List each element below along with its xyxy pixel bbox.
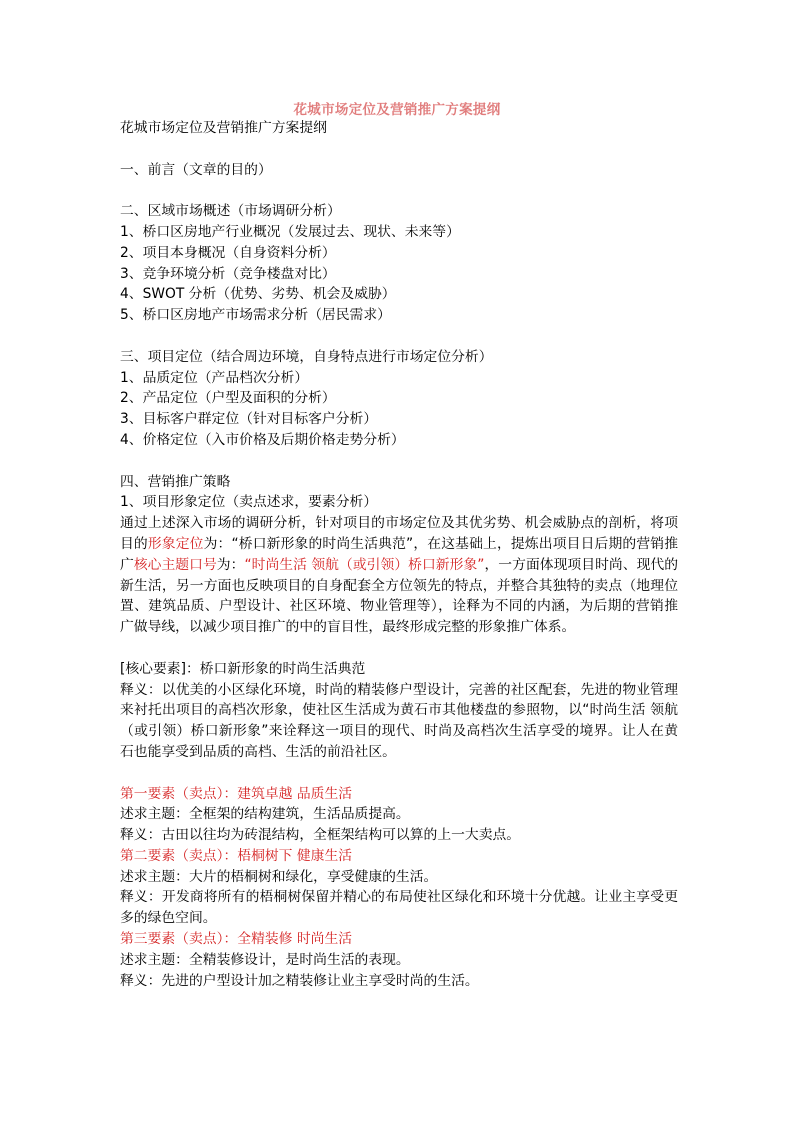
core-element-label: [核心要素]：桥口新形象的时尚生活典范 (120, 660, 366, 677)
highlight-core-slogan: 核心主题口号 (133, 556, 217, 573)
element-2-theme: 述求主题：大片的梧桐树和绿化，享受健康的生活。 (120, 868, 438, 885)
element-1-theme: 述求主题：全框架的结构建筑，生活品质提高。 (120, 806, 410, 823)
element-2-note: 释义：开发商将所有的梧桐树保留并精心的布局使社区绿化和环境十分优越。让业主享受更多的绿色空间。 (120, 889, 678, 927)
element-3-theme: 述求主题：全精装修设计，是时尚生活的表现。 (120, 951, 410, 968)
section-3-item: 4、价格定位（入市价格及后期价格走势分析） (120, 431, 405, 448)
section-2-item: 3、竞争环境分析（竞争楼盘对比） (120, 265, 336, 282)
element-1-title: 第一要素（卖点）：建筑卓越 品质生活 (120, 785, 353, 802)
document-body (120, 118, 678, 991)
paragraph-text: 为： (216, 556, 245, 573)
element-2-title: 第二要素（卖点）：梧桐树下 健康生活 (120, 847, 353, 864)
paragraph-text: ，一方面体现项目时尚、现代的新生活，另一方面也反映项目的自身配套全方位领先的特点，并整合其独特的卖点（地理位置、建筑品质、户型设计、社区环境、物业管理等），诠释为不同的内涵，为后期的营销推广做导线，以减少项目推广的中的盲目性，最终形成完整的形象推广体系。 (120, 556, 679, 636)
blank-line (120, 638, 678, 659)
section-3-heading: 三、项目定位（结合周边环境，自身特点进行市场定位分析） (120, 348, 493, 365)
document-title: 花城市场定位及营销推广方案提纲 (293, 102, 501, 118)
section-3-item: 2、产品定位（户型及面积的分析） (120, 390, 336, 407)
section-3-item: 3、目标客户群定位（针对目标客户分析） (120, 411, 378, 428)
section-2-heading: 二、区域市场概述（市场调研分析） (120, 203, 341, 220)
element-3-note: 释义：先进的户型设计加之精装修让业主享受时尚的生活。 (120, 972, 479, 989)
section-1-heading: 一、前言（文章的目的） (120, 161, 272, 178)
highlight-slogan: “时尚生活 领航（或引领）桥口新形象” (244, 556, 485, 573)
blank-line (120, 451, 678, 472)
section-3-item: 1、品质定位（产品档次分析） (120, 369, 309, 386)
subtitle: 花城市场定位及营销推广方案提纲 (120, 120, 327, 136)
section-2-item: 5、桥口区房地产市场需求分析（居民需求） (120, 307, 391, 324)
element-1-note: 释义：古田以往均为砖混结构，全框架结构可以算的上一大卖点。 (120, 827, 521, 844)
element-3-title: 第三要素（卖点）：全精装修 时尚生活 (120, 931, 353, 948)
section-2-item: 2、项目本身概况（自身资料分析） (120, 244, 336, 261)
section-4-heading: 四、营销推广策略 (120, 473, 231, 490)
section-2-item: 4、SWOT 分析（优势、劣势、机会及威胁） (120, 286, 396, 303)
section-4-item: 1、项目形象定位（卖点述求，要素分析） (120, 494, 378, 511)
blank-line (120, 180, 678, 201)
core-element-text: 释义：以优美的小区绿化环境，时尚的精装修户型设计，完善的社区配套，先进的物业管理来衬托出项目的高档次形象，使社区生活成为黄石市其他楼盘的参照物，以“时尚生活 领航（或引领）桥口新形象”来诠释这一项目的现代、时尚及高档次生活享受的境界。让人在黄石也能享受到品质的高档、生活的前沿社区。 (120, 681, 678, 760)
paragraph-text: 通过上述深入市场的调研分析，针对项目的市场定位及其优劣势、机会威胁点的剖析，将项目的 (120, 515, 678, 552)
blank-line (120, 326, 678, 347)
paragraph-text: 为：“桥口新形象的时尚生活典范”，在这基础上，提炼出项目日后期的营销推广 (120, 535, 678, 573)
blank-line (120, 139, 678, 160)
blank-line (120, 763, 678, 784)
positioning-paragraph (120, 513, 678, 638)
highlight-image-positioning: 形象定位 (147, 535, 204, 552)
section-2-item: 1、桥口区房地产行业概况（发展过去、现状、未来等） (120, 223, 460, 240)
